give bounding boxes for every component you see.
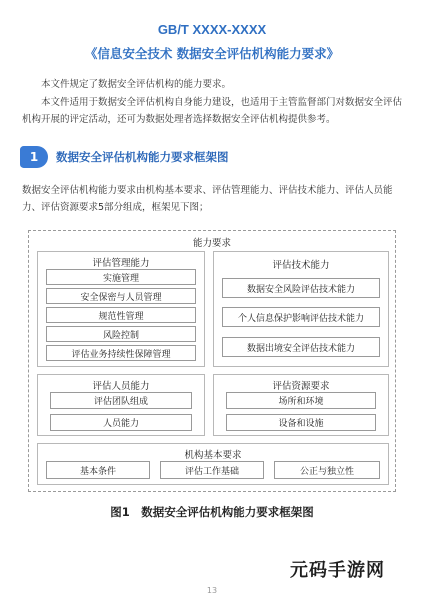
resources-label: 评估资源要求 [272,381,330,392]
diagram-title: 能力要求 [192,238,231,249]
section-number-badge: 1 [20,146,48,168]
management-item: 评估业务持续性保障管理 [46,345,196,361]
management-item: 安全保密与人员管理 [46,288,196,304]
section-body: 数据安全评估机构能力要求由机构基本要求、评估管理能力、评估技术能力、评估人员能力、评估资源要求5部分组成，框架见下图； [22,185,393,213]
personnel-label: 评估人员能力 [92,381,150,392]
framework-diagram [28,230,396,492]
figure-caption: 图1 数据安全评估机构能力要求框架图 [110,505,314,519]
technical-label: 评估技术能力 [272,260,330,271]
management-item: 风险控制 [46,326,196,342]
resources-item: 场所和环境 [226,392,376,409]
basic-block [37,443,389,485]
basic-label: 机构基本要求 [184,450,242,461]
management-item: 实施管理 [46,269,196,285]
management-block [37,251,205,367]
resources-item: 设备和设施 [226,414,376,431]
personnel-item: 人员能力 [50,414,192,431]
management-item: 规范性管理 [46,307,196,323]
intro-paragraph-1: 本文件规定了数据安全评估机构的能力要求。 [41,79,232,90]
personnel-block [37,374,205,436]
technical-block [213,251,389,367]
technical-item: 数据出境安全评估技术能力 [222,337,380,357]
personnel-item: 评估团队组成 [50,392,192,409]
page-number: 13 [206,586,218,595]
section-title: 数据安全评估机构能力要求框架图 [56,150,229,164]
basic-item: 评估工作基础 [160,461,264,479]
document-title: 《信息安全技术 数据安全评估机构能力要求》 [84,46,340,61]
intro-paragraph-2: 本文件适用于数据安全评估机构自身能力建设，也适用于主管监督部门对数据安全评估机构开展的评定活动，还可为数据处理者选择数据安全评估机构提供参考。 [22,97,403,125]
site-watermark: 元码手游网 [290,560,385,581]
technical-item: 数据安全风险评估技术能力 [222,278,380,298]
basic-item: 基本条件 [46,461,150,479]
basic-item: 公正与独立性 [274,461,380,479]
resources-block [213,374,389,436]
management-label: 评估管理能力 [92,258,150,269]
technical-item: 个人信息保护影响评估技术能力 [222,307,380,327]
standard-number: GB/T XXXX-XXXX [157,22,267,37]
